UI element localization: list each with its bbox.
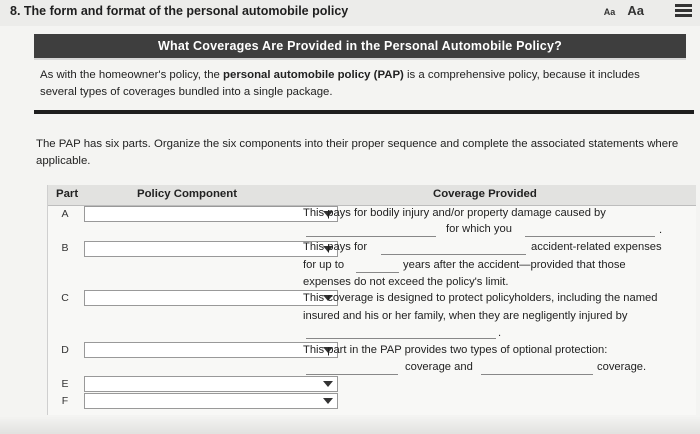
- intro-bold-term: personal automobile policy (PAP): [223, 69, 404, 81]
- part-label-b: B: [61, 242, 69, 254]
- blank-input-c[interactable]: [306, 338, 496, 339]
- header-coverage-provided: Coverage Provided: [433, 188, 537, 200]
- component-select-a[interactable]: [84, 206, 338, 222]
- coverage-text-c-end: .: [498, 327, 502, 339]
- coverage-text-d2b: coverage.: [597, 361, 647, 373]
- coverage-text-b1a: This pays for: [303, 241, 368, 253]
- part-label-d: D: [61, 344, 69, 356]
- table-header: [48, 185, 696, 206]
- question-bar: [0, 0, 700, 26]
- coverage-text-a1: This pays for bodily injury and/or property damage caused by: [303, 207, 606, 219]
- component-select-e[interactable]: [84, 376, 338, 392]
- blank-input-b2[interactable]: [356, 272, 399, 273]
- blank-input-b1[interactable]: [381, 254, 526, 255]
- decrease-font-button[interactable]: Aa: [603, 7, 616, 17]
- part-label-c: C: [61, 292, 69, 304]
- coverage-text-c2: insured and his or her family, when they are negligently injured by: [303, 310, 628, 322]
- section-title: What Coverages Are Provided in the Personal Automobile Policy?: [158, 39, 562, 53]
- component-select-c[interactable]: [84, 290, 338, 306]
- part-label-a: A: [61, 208, 69, 220]
- coverage-text-d2a: coverage and: [405, 361, 473, 373]
- coverage-text-b2a: for up to: [303, 259, 345, 271]
- intro-paragraph: As with the homeowner's policy, the personal automobile policy (PAP) is a comprehensive policy, because it includes several types of coverages bundled into a single package.: [40, 69, 640, 98]
- print-icon[interactable]: [675, 4, 692, 19]
- component-select-f[interactable]: [84, 393, 338, 409]
- blank-input-a2[interactable]: [525, 236, 655, 237]
- header-policy-component: Policy Component: [137, 188, 237, 200]
- section-header: [34, 34, 686, 60]
- font-size-controls: [604, 3, 644, 18]
- section-divider: [34, 110, 694, 114]
- question-title: 8. The form and format of the personal automobile policy: [10, 4, 349, 18]
- coverage-text-a2: for which you: [446, 223, 512, 235]
- coverage-text-b3: expenses do not exceed the policy's limit.: [303, 276, 509, 288]
- component-select-b[interactable]: [84, 241, 338, 257]
- coverage-text-d1: This part in the PAP provides two types of optional protection:: [303, 344, 608, 356]
- coverage-text-c1: This coverage is designed to protect policyholders, including the named: [303, 292, 658, 304]
- component-select-d[interactable]: [84, 342, 338, 358]
- part-label-f: F: [61, 395, 69, 407]
- coverage-text-b2b: years after the accident—provided that those: [403, 259, 626, 271]
- increase-font-button[interactable]: Aa: [627, 3, 644, 18]
- part-label-e: E: [61, 378, 69, 390]
- coverage-text-b1b: accident-related expenses: [531, 241, 662, 253]
- instructions: The PAP has six parts. Organize the six components into their proper sequence and complete the associated statements where applicable.: [36, 138, 679, 167]
- blank-input-d2[interactable]: [481, 374, 593, 375]
- chevron-down-icon: [323, 381, 333, 387]
- coverage-table: [47, 185, 696, 415]
- chevron-down-icon: [323, 398, 333, 404]
- coverage-text-a-end: .: [659, 224, 663, 236]
- blank-input-d1[interactable]: [306, 374, 398, 375]
- blank-input-a1[interactable]: [306, 236, 436, 237]
- header-part: Part: [56, 188, 79, 200]
- bottom-shadow: [0, 416, 700, 434]
